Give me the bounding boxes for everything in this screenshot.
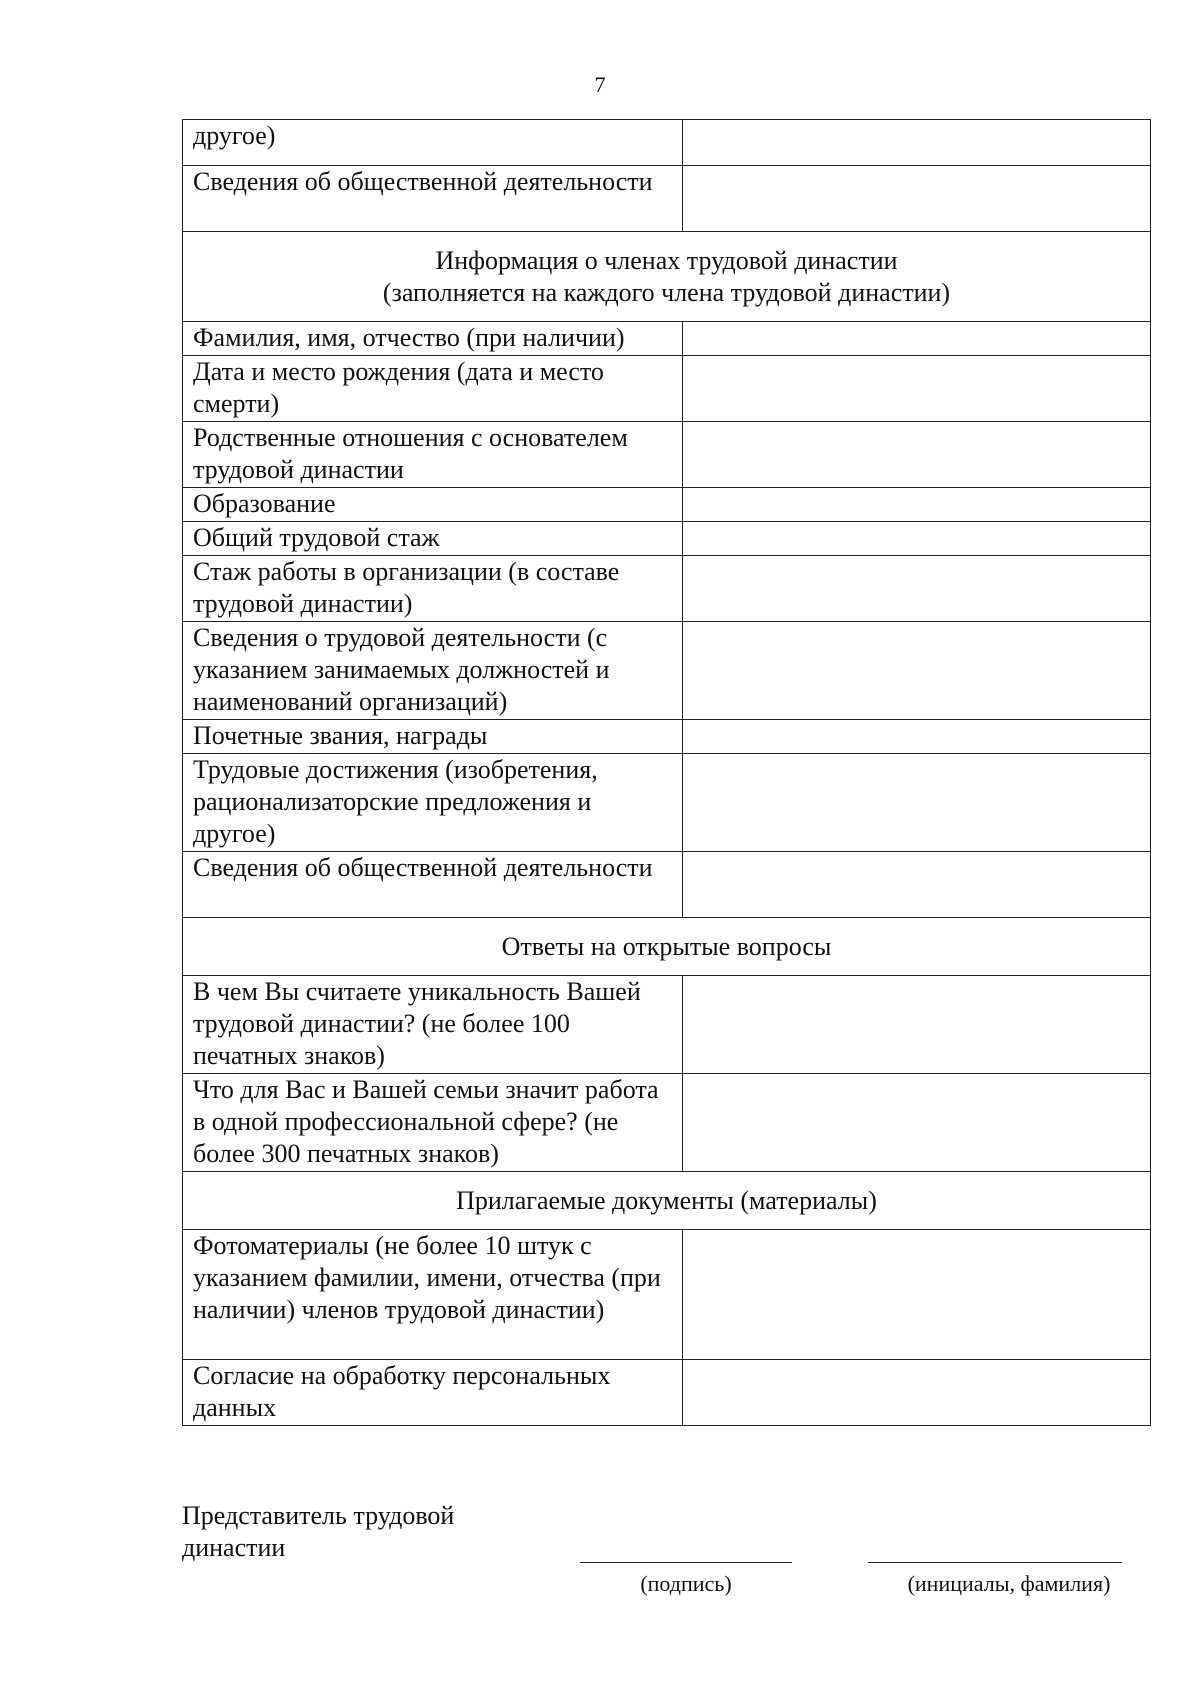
field-label: Родственные отношения с основателем трудовой династии xyxy=(183,422,683,488)
form-row xyxy=(183,522,1151,556)
name-caption: (инициалы, фамилия) xyxy=(907,1571,1111,1596)
field-value-cell[interactable] xyxy=(683,976,1151,1074)
field-label: другое) xyxy=(183,120,683,166)
field-value-cell[interactable] xyxy=(683,1360,1151,1426)
field-label: Согласие на обработку персональных данных xyxy=(183,1360,683,1426)
field-label: Сведения об общественной деятельности xyxy=(183,852,683,918)
field-label: Почетные звания, награды xyxy=(183,720,683,754)
section-title: Ответы на открытые вопросы xyxy=(183,918,1151,976)
form-row xyxy=(183,622,1151,720)
field-label: Фамилия, имя, отчество (при наличии) xyxy=(183,322,683,356)
signature-block xyxy=(182,1500,1150,1620)
section-header-row xyxy=(183,1172,1151,1230)
field-value-cell[interactable] xyxy=(683,166,1151,232)
form-row xyxy=(183,754,1151,852)
form-row xyxy=(183,166,1151,232)
section-title: Информация о членах трудовой династии (заполняется на каждого члена трудовой династии) xyxy=(183,232,1151,322)
field-value-cell[interactable] xyxy=(683,120,1151,166)
field-value-cell[interactable] xyxy=(683,1230,1151,1360)
field-label: Что для Вас и Вашей семьи значит работа в одной профессиональной сфере? (не более 300 печатных знаков) xyxy=(183,1074,683,1172)
signature-caption: (подпись) xyxy=(640,1571,732,1596)
field-label: Дата и место рождения (дата и место смерти) xyxy=(183,356,683,422)
form-row xyxy=(183,488,1151,522)
field-value-cell[interactable] xyxy=(683,356,1151,422)
field-value-cell[interactable] xyxy=(683,322,1151,356)
form-row xyxy=(183,556,1151,622)
form-row xyxy=(183,1360,1151,1426)
field-label: Стаж работы в организации (в составе трудовой династии) xyxy=(183,556,683,622)
form-row xyxy=(183,322,1151,356)
field-label: Сведения о трудовой деятельности (с указанием занимаемых должностей и наименований организаций) xyxy=(183,622,683,720)
field-label: Фотоматериалы (не более 10 штук с указанием фамилии, имени, отчества (при наличии) членов трудовой династии) xyxy=(183,1230,683,1360)
form-row xyxy=(183,422,1151,488)
field-value-cell[interactable] xyxy=(683,556,1151,622)
field-value-cell[interactable] xyxy=(683,720,1151,754)
form-row xyxy=(183,356,1151,422)
field-value-cell[interactable] xyxy=(683,852,1151,918)
form-row xyxy=(183,852,1151,918)
application-form-table xyxy=(182,119,1151,1426)
form-row xyxy=(183,976,1151,1074)
field-label: Общий трудовой стаж xyxy=(183,522,683,556)
field-label: Образование xyxy=(183,488,683,522)
field-value-cell[interactable] xyxy=(683,488,1151,522)
form-row xyxy=(183,120,1151,166)
field-label: В чем Вы считаете уникальность Вашей трудовой династии? (не более 100 печатных знаков) xyxy=(183,976,683,1074)
page-number: 7 xyxy=(594,72,606,97)
field-value-cell[interactable] xyxy=(683,622,1151,720)
form-body xyxy=(183,120,1151,1426)
field-label: Трудовые достижения (изобретения, рационализаторские предложения и другое) xyxy=(183,754,683,852)
field-value-cell[interactable] xyxy=(683,754,1151,852)
form-row xyxy=(183,720,1151,754)
field-value-cell[interactable] xyxy=(683,422,1151,488)
name-line xyxy=(868,1562,1122,1563)
representative-label: Представитель трудовой династии xyxy=(182,1501,455,1562)
section-header-row xyxy=(183,918,1151,976)
form-row xyxy=(183,1074,1151,1172)
field-value-cell[interactable] xyxy=(683,522,1151,556)
signature-line xyxy=(580,1562,792,1563)
section-header-row xyxy=(183,232,1151,322)
field-label: Сведения об общественной деятельности xyxy=(183,166,683,232)
field-value-cell[interactable] xyxy=(683,1074,1151,1172)
section-title: Прилагаемые документы (материалы) xyxy=(183,1172,1151,1230)
form-row xyxy=(183,1230,1151,1360)
